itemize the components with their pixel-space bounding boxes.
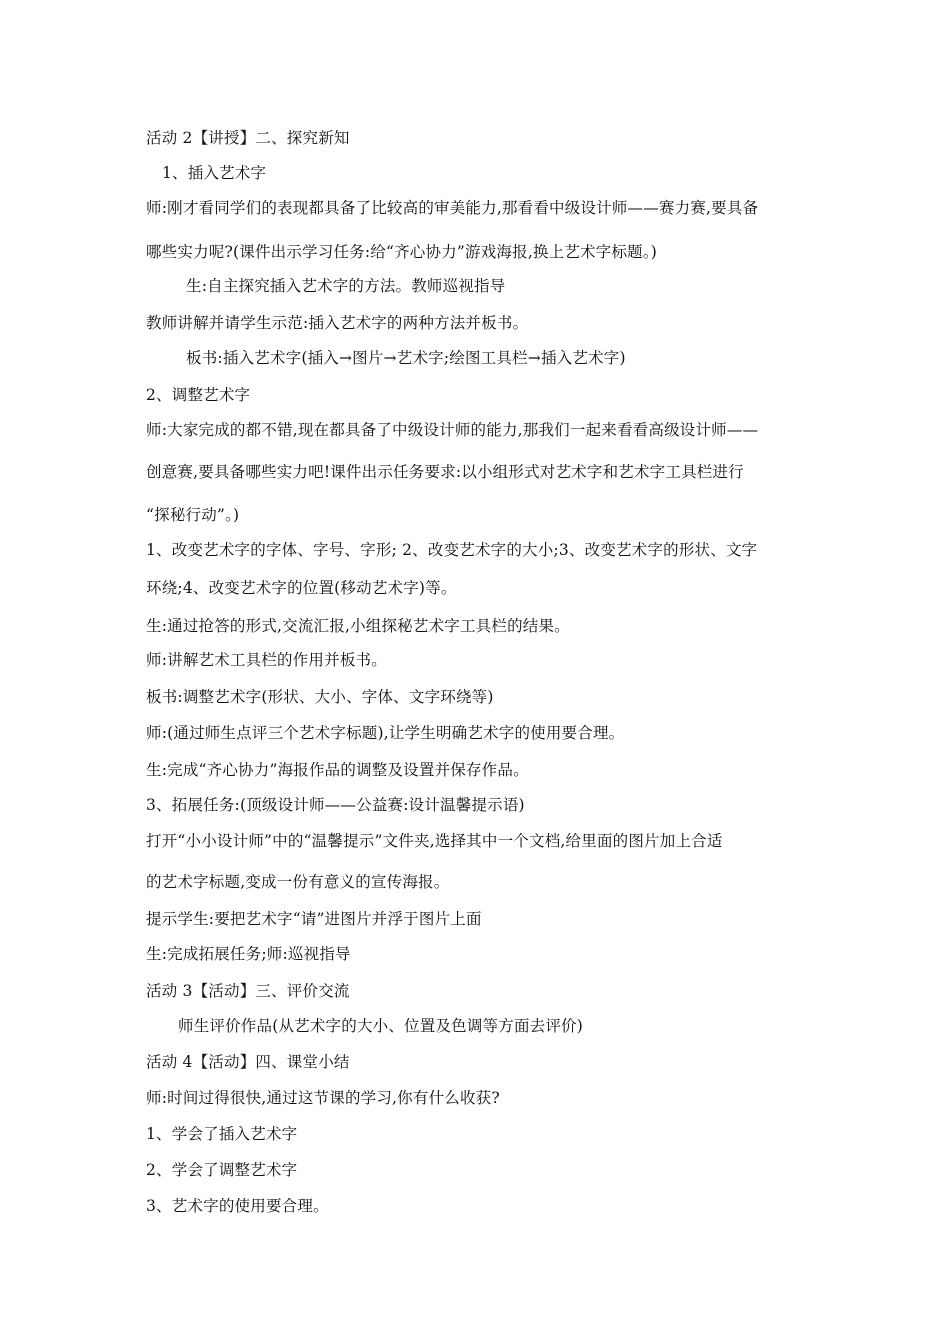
paragraph-line: 提示学生:要把艺术字“请”进图片并浮于图片上面 [146,910,482,928]
blackboard-note: 板书:插入艺术字(插入→图片→艺术字;绘图工具栏→插入艺术字) [186,349,626,367]
paragraph-line: 师:刚才看同学们的表现都具备了比较高的审美能力,那看看中级设计师——赛力赛,要具备 [146,199,759,217]
paragraph-line: 哪些实力呢?(课件出示学习任务:给“齐心协力”游戏海报,换上艺术字标题。) [146,243,658,261]
blackboard-note: 板书:调整艺术字(形状、大小、字体、文字环绕等) [146,688,494,706]
paragraph-line: 师:大家完成的都不错,现在都具备了中级设计师的能力,那我们一起来看看高级设计师—— [146,421,759,439]
list-item: 2、学会了调整艺术字 [146,1161,298,1179]
paragraph-line: 师生评价作品(从艺术字的大小、位置及色调等方面去评价) [178,1017,583,1035]
paragraph-line: 生:自主探究插入艺术字的方法。教师巡视指导 [186,277,506,295]
activity-2-heading: 活动 2【讲授】二、探究新知 [146,129,350,147]
activity-3-heading: 活动 3【活动】三、评价交流 [146,982,350,1000]
paragraph-line: 教师讲解并请学生示范:插入艺术字的两种方法并板书。 [146,314,529,332]
paragraph-line: 师:(通过师生点评三个艺术字标题),让学生明确艺术字的使用要合理。 [146,724,625,742]
paragraph-line: 生:通过抢答的形式,交流汇报,小组探秘艺术字工具栏的结果。 [146,617,570,635]
paragraph-line: 师:讲解艺术工具栏的作用并板书。 [146,651,387,669]
paragraph-line: 生:完成“齐心协力”海报作品的调整及设置并保存作品。 [146,761,529,779]
section-insert-wordart: 1、插入艺术字 [162,164,267,182]
paragraph-line: 的艺术字标题,变成一份有意义的宣传海报。 [146,873,450,891]
list-item: 3、艺术字的使用要合理。 [146,1197,329,1215]
paragraph-line: “探秘行动”。) [146,506,240,524]
paragraph-line: 生:完成拓展任务;师:巡视指导 [146,945,351,963]
list-item: 1、学会了插入艺术字 [146,1125,298,1143]
paragraph-line: 打开“小小设计师”中的“温馨提示”文件夹,选择其中一个文档,给里面的图片加上合适 [146,832,723,850]
paragraph-line: 环绕;4、改变艺术字的位置(移动艺术字)等。 [146,579,457,597]
section-extension-task: 3、拓展任务:(顶级设计师——公益赛:设计温馨提示语) [146,796,525,814]
activity-4-heading: 活动 4【活动】四、课堂小结 [146,1053,350,1071]
paragraph-line: 1、改变艺术字的字体、字号、字形; 2、改变艺术字的大小;3、改变艺术字的形状、文字 [146,541,758,559]
paragraph-line: 师:时间过得很快,通过这节课的学习,你有什么收获? [146,1089,500,1107]
paragraph-line: 创意赛,要具备哪些实力吧!课件出示任务要求:以小组形式对艺术字和艺术字工具栏进行 [146,463,744,481]
section-adjust-wordart: 2、调整艺术字 [146,386,251,404]
